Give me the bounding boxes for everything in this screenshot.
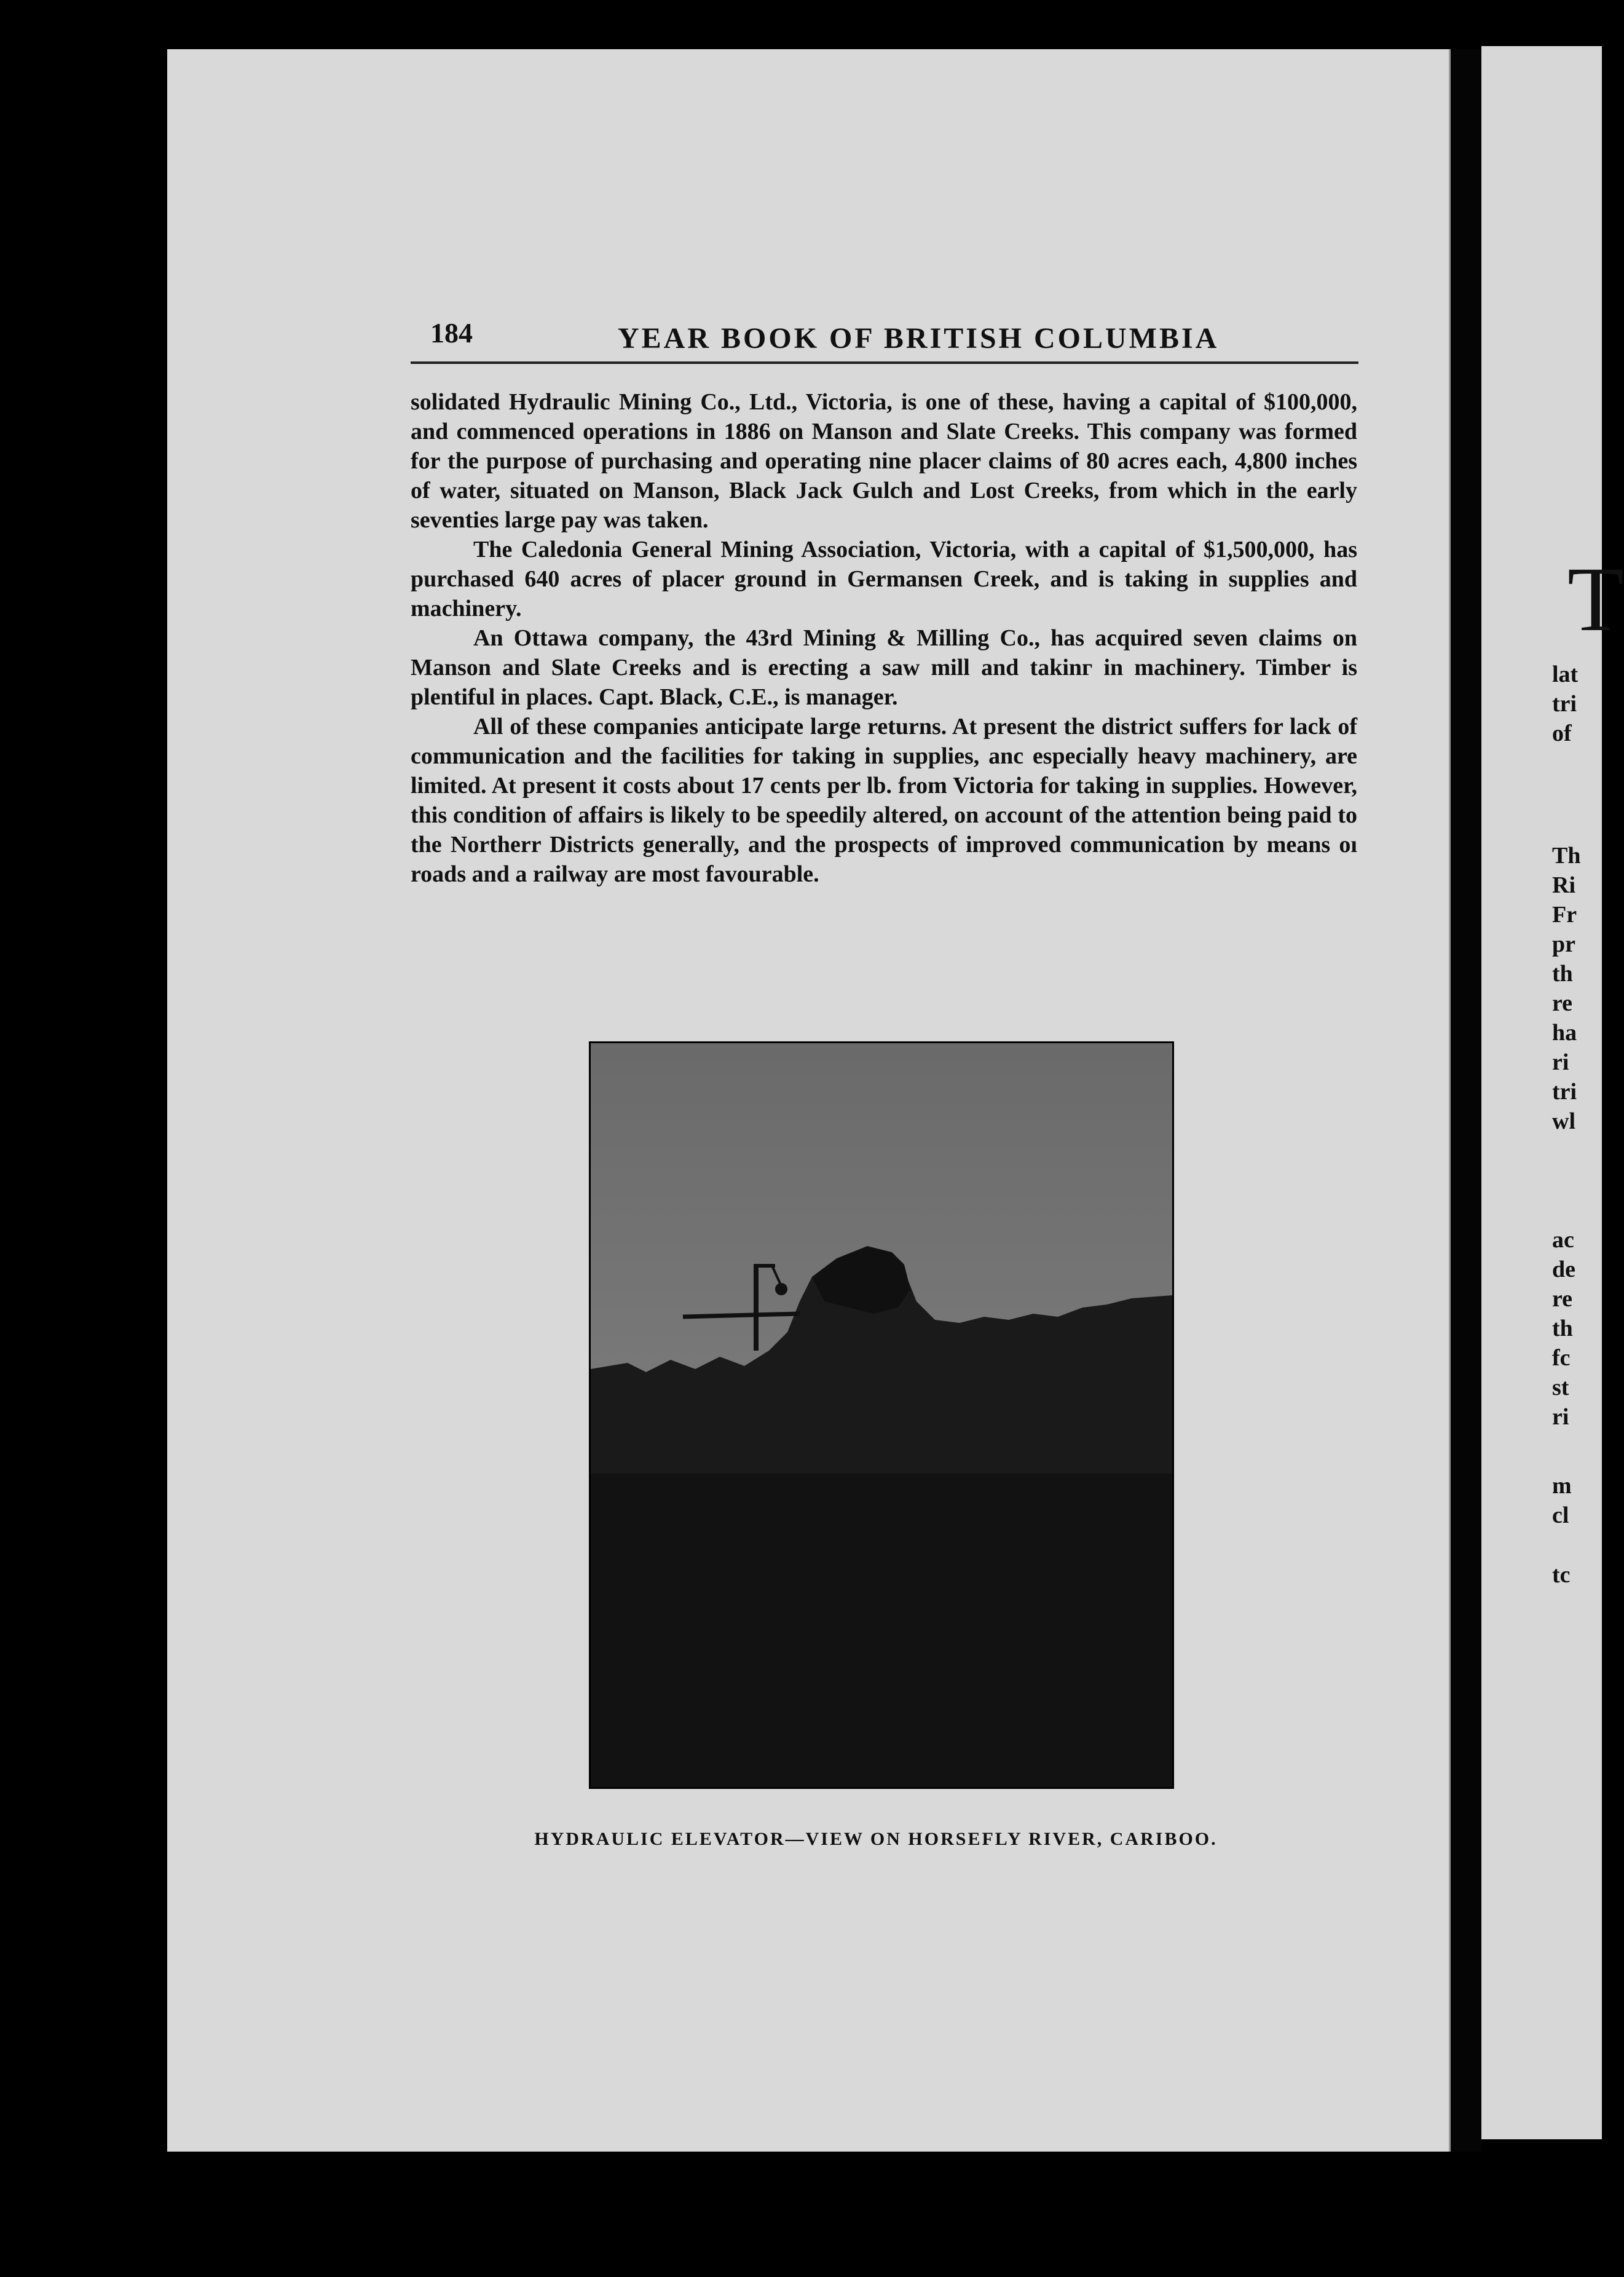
paragraph: All of these companies anticipate large returns. At present the district suffers for lack of communication and the facilities for taking in supplies, anc especially heavy machinery, are limited. At present it costs about 17 cents per lb. from Victoria for taking in supplies. However, this condition of affairs is likely to be speedily altered, on account of the attention being paid to the Northerr Districts generally, and the prospects of improved communication by means oı roads and a railway are most favourable. — [411, 714, 1357, 887]
facing-fragment: re — [1552, 1286, 1573, 1312]
facing-fragment: tri — [1552, 691, 1577, 717]
facing-fragment: re — [1552, 990, 1573, 1016]
facing-fragment: st — [1552, 1375, 1569, 1400]
facing-fragment: de — [1552, 1257, 1575, 1282]
facing-fragment: tri — [1552, 1079, 1577, 1105]
facing-fragment: Th — [1552, 843, 1581, 869]
facing-fragment: lat — [1552, 661, 1579, 687]
photo-plate — [589, 1041, 1174, 1789]
facing-fragment: fc — [1552, 1345, 1571, 1371]
facing-fragment: Fr — [1552, 902, 1577, 928]
facing-fragment: cl — [1552, 1502, 1569, 1528]
facing-fragment: ri — [1552, 1404, 1569, 1430]
facing-fragment: ha — [1552, 1020, 1577, 1046]
page-number: 184 — [430, 317, 473, 349]
facing-drop-cap: T — [1567, 548, 1624, 650]
facing-fragment: ri — [1552, 1049, 1569, 1075]
facing-fragment: m — [1552, 1473, 1572, 1499]
facing-fragment: tc — [1552, 1562, 1571, 1588]
facing-fragment: ac — [1552, 1227, 1574, 1253]
facing-fragment: wl — [1552, 1108, 1575, 1134]
facing-fragment: pr — [1552, 931, 1575, 957]
paragraph: An Ottawa company, the 43rd Mining & Milling Co., has acquired seven claims on Manson and Slate Creeks and is erecting a saw mill and takinг in machinery. Timber is plentiful in places. Capt. Black, C.E., is manager. — [411, 625, 1357, 710]
hydraulic-elevator-photo — [591, 1043, 1172, 1787]
book-gutter — [1451, 49, 1481, 2152]
header-rule — [411, 361, 1358, 364]
body-text — [411, 387, 1357, 889]
facing-fragment: th — [1552, 961, 1573, 987]
running-head: YEAR BOOK OF BRITISH COLUMBIA — [618, 322, 1220, 355]
page-header — [430, 317, 1395, 366]
paragraph: solidated Hydraulic Mining Co., Ltd., Victoria, is one of these, having a capital of $100,000, and commenced operations in 1886 on Manson and Slate Creeks. This company was formed for the purpose of purchasing and operating nine placer claims of 80 acres each, 4,800 inches of water, situated on Manson, Black Jack Gulch and Lost Creeks, from which in the early seventies large pay was taken. — [411, 389, 1357, 533]
facing-fragment: th — [1552, 1316, 1573, 1341]
figure-caption: HYDRAULIC ELEVATOR—VIEW ON HORSEFLY RIVER, CARIBOO. — [534, 1829, 1218, 1849]
paragraph: The Caledonia General Mining Association, Victoria, with a capital of $1,500,000, has purchased 640 acres of placer ground in Germansen Creek, and is taking in supplies and machinery. — [411, 537, 1357, 622]
facing-fragment: of — [1552, 720, 1572, 746]
facing-page — [1481, 46, 1602, 2139]
facing-fragment: Ri — [1552, 872, 1575, 898]
